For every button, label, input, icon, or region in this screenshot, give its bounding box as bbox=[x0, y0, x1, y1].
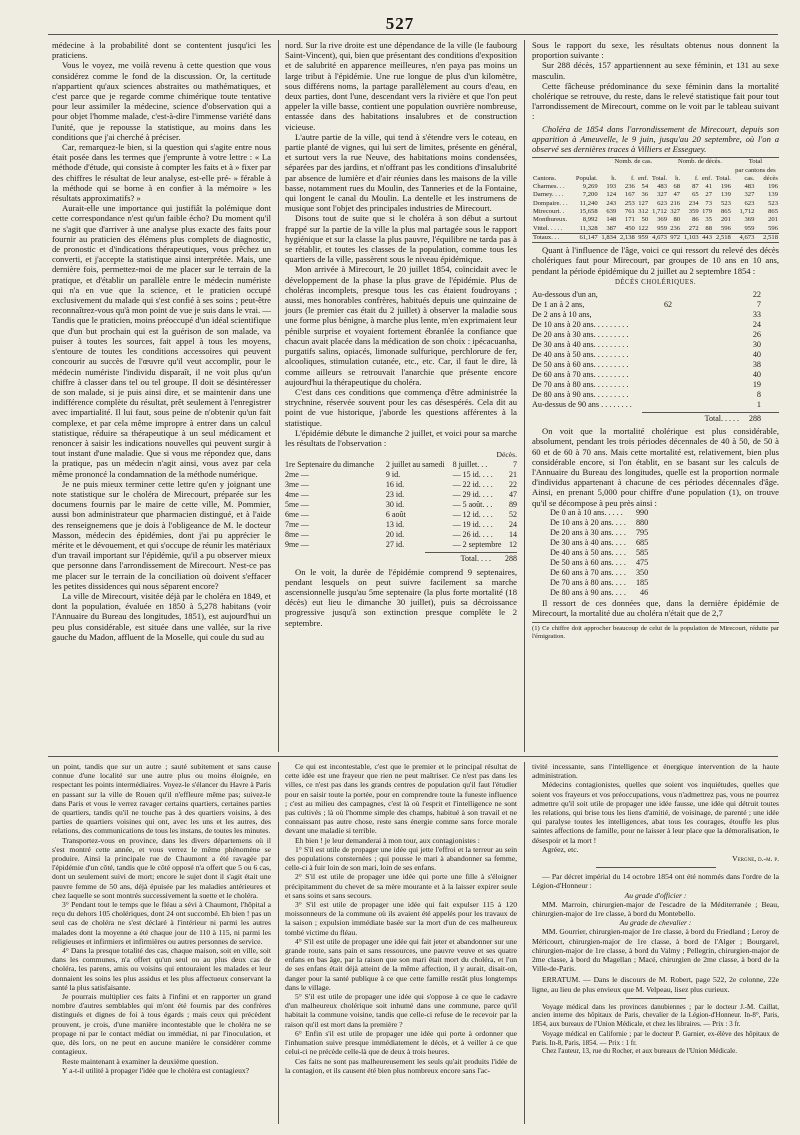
totals-subheader: par cantons des bbox=[735, 166, 776, 174]
age-range-cell: De 0 an à 10 ans. . . . . bbox=[550, 507, 623, 517]
column-rule bbox=[278, 40, 279, 752]
ages-table bbox=[532, 290, 779, 410]
age-range-cell: De 70 ans à 80 ans. . . . . . . . . bbox=[532, 380, 629, 390]
column-rule bbox=[524, 40, 525, 752]
table-row bbox=[285, 520, 517, 530]
table-cell: 15,658 bbox=[579, 208, 598, 216]
paragraph: Transportez-vous en province, dans les divers départemens où il s'est montré cette année, et vous verrez le même phénomène se produire. Ainsi la principale rue de Chaumont a été ravagée par l'épidémie d'un côté, tandis que le côté opposé n'a offert que 5 ou 6 cas, dont un seulement suivi de mort; encore le sujet dont il s'agit était une pauvre femme de 50 ans, déjà épuisée par les maladies antérieures et chez laquelle se sont montrés successivement la suette et le choléra. bbox=[52, 835, 271, 900]
week-cell: 9me — bbox=[285, 540, 309, 550]
table-cell: 61,147 bbox=[572, 233, 598, 242]
deaths-cell: 52 bbox=[509, 510, 517, 520]
from-cell: 16 id. bbox=[385, 480, 405, 490]
from-cell: 23 id. bbox=[385, 490, 405, 500]
paragraph: La ville de Mirecourt, visitée déjà par le choléra en 1849, et dont la population, évaluée en 1850 à 5,278 habitans (voir l'Annuaire du Bureau des longitudes, 1851), est aujourd'hui un peu plus considérable, est située dans une vallée, sur la rive gauche du Madon, affluent de la Moselle, qui coule du sud au bbox=[52, 590, 271, 642]
age-range-cell: De 60 ans à 70 ans. . . . . . . . . bbox=[532, 370, 629, 380]
population-cell: 795 bbox=[635, 527, 649, 537]
table-cell: 623 bbox=[657, 199, 667, 207]
table-cell: 127 bbox=[638, 199, 649, 207]
table-row bbox=[532, 216, 779, 224]
paragraph: Aurait-elle une importance qui justifiât la polémique dont cette correspondance n'est qu'un faible écho? Du moment qu'il ne s'agit que d'arriver à une analyse plus exacte des faits pour fournir au praticien des élémens plus complets de diagnostic, de pronostic et d'indications thérapeutiques, vous prêchez un converti, et j'accepte la statistique ainsi interprétée. Mais, une dernière fois, permettez-moi de me placer sur le terrain de la pratique, et d'établir un parallèle entre le médecin numériste qui n'a en vue que la science, et le praticien occupé exclusivement du malade qui s'est confié à ses soins ; peut-être reconnaîtrez-vous qu'à mon point de vue je suis dans le vrai. — Tandis que le praticien, moins préoccupé d'un idéal scientifique que d'un but prochain qui est la guérison de son malade, va puiser à toutes les sources, fait appel à tous les moyens, s'entoure de toutes les conditions accessoires qui peuvent concourir au succès de l'œuvre qu'il veut accomplir, pour le médecin numériste l'individu disparaît, il ne voit plus qu'un chiffre à classer dans tel ou tel groupe. Il doit se désintéresser de son malade, si je puis ainsi dire, et se maintenir dans une indifférence complète du résultat, prêt seulement à l'enregistrer avec impartialité. Il lui faut, sous peine de n'obtenir qu'un fait complexe, et par cela même impropre à entrer dans un calcul statistique, réduire sa thérapeutique à un seul médicament et renoncer à saisir les indications nouvelles qui peuvent surgir à tout instant d'une maladie. Que si vous me répondez que, dans la pratique, pas un médecin n'agit ainsi, vous avez par cela même prononcé la condamnation de la méthode numérique. bbox=[52, 203, 271, 479]
deaths-cell: 24 bbox=[509, 520, 517, 530]
ages-total-label: Total. . . . . bbox=[704, 414, 739, 424]
to-cell: 8 juillet. . . bbox=[452, 460, 488, 470]
column-2 bbox=[285, 40, 517, 628]
table-cell: Charmes. . . bbox=[533, 183, 565, 191]
week-cell: 5me — bbox=[285, 500, 309, 510]
table-cell: 327 bbox=[744, 191, 755, 199]
to-cell: — 29 id. . . . bbox=[452, 490, 493, 500]
epidemic-table bbox=[285, 460, 517, 550]
table-row bbox=[532, 360, 779, 370]
table-cell: 47 bbox=[673, 191, 681, 199]
table-row bbox=[532, 208, 779, 216]
paragraph: Sur 288 décès, 157 appartiennent au sexe féminin, et 131 au sexe masculin. bbox=[532, 60, 779, 81]
paragraph: médecine à la probabilité dont se contentent jusqu'ici les praticiens. bbox=[52, 40, 271, 61]
column-header: Cantons. bbox=[533, 174, 557, 182]
table-cell: 972 bbox=[668, 233, 681, 242]
week-cell: 8me — bbox=[285, 530, 309, 540]
deaths-cell: 14 bbox=[509, 530, 517, 540]
table-cell: Monthureux. bbox=[533, 216, 568, 224]
table-cell: 171 bbox=[624, 216, 635, 224]
age-range-cell: De 40 ans à 50 ans. . . . . . . . . bbox=[532, 350, 629, 360]
table-row bbox=[285, 470, 517, 480]
column-header: h. bbox=[611, 174, 617, 182]
paragraph: un point, tandis que sur un autre ; sauté subitement et sans cause connue d'une localité sur une autre plus ou moins éloignée, en respectant les points intermédiaires. Voyez-le s'élancer du Havre à Paris en passant sur la ville de Rouen qu'il n'effleure même pas; suivez-le dans Paris et vous le verrez ravager certains quartiers, certaines parties de quartiers, tandis qu'il ne touche pas à des quartiers voisins, à des parties de quartiers voisines qui ont, avec les uns et les autres, des relations, des communications de tous les instans, de toutes les minutes. bbox=[52, 762, 271, 836]
paragraph: L'autre partie de la ville, qui tend à s'étendre vers le coteau, en partie planté de vignes, qui lui sert de limites, présente en général, et surtout vers la rue Neuve, des habitations moins condensées, séparées par des jardins, et n'offrant pas les conditions d'insalubrité par absence de lumière et d'air réunies dans les maisons de la ville basse, notamment rues du Moulin, des Tanneries et de la Fontaine, qui longent le canal du Moulin. La dentelle et les instrumens de musique sont l'objet des principales industries de Mirecourt. bbox=[285, 131, 517, 214]
table-cell: Vittel. . . . . bbox=[533, 224, 563, 232]
table-row bbox=[532, 390, 779, 400]
table-row bbox=[532, 330, 779, 340]
table-row bbox=[550, 588, 666, 598]
age-range-cell: De 2 ans à 10 ans, bbox=[532, 310, 592, 320]
paragraph: 2° S'il est utile de propager une idée qui porte une fille à s'éloigner précipitamment du chevet de sa mère mourante et à la laisser expirer seule et sans soins et sans secours. bbox=[285, 872, 517, 900]
column-header: enf. bbox=[701, 174, 712, 182]
age-range-cell: De 80 ans à 90 ans. . . . bbox=[550, 587, 626, 597]
paragraph: Y a-t-il utilité à propager l'idée que le choléra est contagieux? bbox=[62, 1065, 250, 1075]
table-row bbox=[532, 183, 779, 191]
table-cell: 236 bbox=[670, 224, 681, 232]
week-cell: 6me — bbox=[285, 510, 309, 520]
table-row bbox=[532, 191, 779, 199]
table-row bbox=[285, 490, 517, 500]
table-cell: 236 bbox=[624, 183, 635, 191]
table-cell: 11,328 bbox=[579, 224, 598, 232]
week-cell: 1re Septenaire du dimanche bbox=[285, 460, 375, 470]
paragraph: Agréez, etc. bbox=[542, 844, 579, 854]
table-cell: 50 bbox=[641, 216, 649, 224]
deaths-cell: 89 bbox=[509, 500, 517, 510]
table-cell: 596 bbox=[768, 224, 778, 232]
table-cell: 253 bbox=[624, 199, 635, 207]
table-cell: 639 bbox=[606, 208, 617, 216]
epidemic-total-label: Total. . . . bbox=[460, 554, 491, 564]
age-range-cell: De 10 ans à 20 ans. . . . . . . . . bbox=[532, 320, 629, 330]
population-cell: 880 bbox=[635, 517, 649, 527]
table-row bbox=[532, 225, 779, 234]
deaths-cell: 12 bbox=[509, 540, 517, 550]
book-notice: Chez l'auteur, 13, rue du Rocher, et aux bureaux de l'Union Médicale. bbox=[542, 1046, 737, 1055]
book-notice: Voyage médical dans les provinces danubiennes ; par le docteur J.-M. Caillat, ancien interne des hôpitaux de Paris, chevalier de la Légion-d'Honneur. In-8°, Paris, 1854, aux bureaux de l'Union Médicale, et chez les libraires. — Prix : 3 fr. bbox=[532, 1002, 779, 1028]
column-rule bbox=[524, 762, 525, 1124]
from-cell: 30 id. bbox=[385, 500, 405, 510]
from-cell: 13 id. bbox=[385, 520, 405, 530]
table-row bbox=[532, 320, 779, 330]
age-deaths-cell: 8 bbox=[756, 390, 761, 400]
paragraph: C'est dans ces conditions que commença d'être administrée la strychnine, réservée souvent pour les cas désespérés. Cela dit au point de vue historique, j'aborde les questions afférentes à la statistique. bbox=[285, 386, 517, 428]
table-cell: 596 bbox=[720, 224, 731, 232]
column-header: enf. bbox=[638, 174, 649, 182]
age-range-cell: De 1 an à 2 ans, bbox=[532, 300, 585, 310]
table-cell: 359 bbox=[688, 208, 699, 216]
paragraph: On le voit, la durée de l'épidémie comprend 9 septenaires, pendant lesquels on peut suivre facilement sa marche ascensionnelle jusqu'au 5me septenaire (la plus forte mortalité (18 décès) eut lieu le dimanche 30 juillet), puis sa décroissance progressive jusqu'à son extinction presque complète le 2 septembre. bbox=[285, 566, 517, 628]
table-cell: 327 bbox=[657, 191, 667, 199]
week-cell: 4me — bbox=[285, 490, 309, 500]
column-header: f. bbox=[630, 174, 635, 182]
age-deaths-cell: 7 bbox=[756, 300, 761, 310]
age-deaths-cell: 40 bbox=[752, 370, 761, 380]
deaths-cell: 47 bbox=[509, 490, 517, 500]
table-cell: 80 bbox=[673, 216, 681, 224]
section-rule bbox=[48, 756, 778, 757]
signature: Vergne, d.-m. p. bbox=[732, 854, 779, 864]
table-cell: 216 bbox=[670, 199, 681, 207]
week-cell: 2me — bbox=[285, 470, 309, 480]
population-table bbox=[550, 508, 666, 598]
table-cell: 35 bbox=[705, 216, 712, 224]
table-cell: 369 bbox=[657, 216, 667, 224]
population-cell: 585 bbox=[635, 547, 649, 557]
table-cell: 243 bbox=[606, 199, 617, 207]
paragraph: Quant à l'influence de l'âge, voici ce qui ressort du relevé des décès cholériques faut pour Mirecourt, par groupes de 10 ans en 10 ans, pendant la période épidémique du 2 juillet au 2 septembre 1854 : bbox=[532, 245, 779, 276]
table-cell: 167 bbox=[624, 191, 635, 199]
age-range-cell: De 10 ans à 20 ans. . . . bbox=[550, 517, 626, 527]
table-row bbox=[532, 370, 779, 380]
paragraph: Disons tout de suite que si le choléra à son début a surtout frappé sur la partie de la ville la plus mal partagée sous le rapport hygiénique et sur la classe la plus pauvre, l'équilibre ne tarda pas à se rétablir, et toutes les classes de la population, comme tous les quartiers de la ville, passèrent sous le niveau épidémique. bbox=[285, 213, 517, 265]
paragraph: 3° Pendant tout le temps que le fléau a sévi à Chaumont, l'hôpital a reçu du dehors 105 cholériques, dont 24 ont succombé. Eh bien ! pas un seul cas de choléra ne s'est déclaré à l'intérieur ni parmi les autres malades dont la moyenne a été chaque jour de 110 à 115, ni parmi les religieuses et infirmiers et infirmières ou autres personnes de service. bbox=[52, 900, 271, 946]
table-cell: 11,240 bbox=[579, 199, 598, 207]
table-cell: 523 bbox=[720, 199, 731, 207]
table-row bbox=[285, 500, 517, 510]
table-cell: 88 bbox=[705, 224, 712, 232]
table-row bbox=[532, 300, 779, 310]
column-header: décès bbox=[763, 174, 778, 182]
paragraph: nord. Sur la rive droite est une dépendance de la ville (le faubourg Saint-Vincent), qui, bien que présentant des conditions d'exposition et de salubrité en apparence meilleures, n'en paya pas moins un large tribut à l'épidémie. Une rue longue de plus d'un kilomètre, sous différens noms, la partage parallèlement au cours d'eau, en deux parties, dont l'une, descendant vers la rivière et que l'on peut appeler la ville basse, contient une population ouvrière nombreuse, entassée dans des habitations insalubres et de construction vicieuse. bbox=[285, 40, 517, 132]
table-cell: 8,992 bbox=[582, 216, 598, 224]
age-deaths-cell: 24 bbox=[752, 320, 761, 330]
age-deaths-cell: 30 bbox=[752, 340, 761, 350]
total-row bbox=[532, 233, 779, 242]
age-range-cell: De 30 ans à 40 ans. . . . bbox=[550, 537, 626, 547]
officer-list: MM. Marroin, chirurgien-major de l'escadre de la Méditerranée ; Beau, chirurgien-major de 1re classe, à bord du Montebello. bbox=[532, 899, 779, 919]
table-cell: 865 bbox=[720, 208, 731, 216]
table-cell: 450 bbox=[624, 224, 635, 232]
table-cell: 1,834 bbox=[599, 233, 618, 242]
to-cell: — 19 id. . . . bbox=[452, 520, 493, 530]
table-row bbox=[532, 310, 779, 320]
age-range-cell: De 30 ans à 40 ans. . . . . . . . . bbox=[532, 340, 629, 350]
table-row bbox=[550, 558, 666, 568]
paragraph: Car, remarquez-le bien, si la question qui s'agite entre nous était posée dans les termes que j'emprunte à votre lettre : « La méthode d'étude, qui consiste à compter les faits et à » fixer par des chiffres le résultat de leur analyse, est-elle pré- » férable à la méthode qui se borne à en confier à la mémoire » les résultats approximatifs? » bbox=[52, 142, 271, 204]
table-cell: 36 bbox=[641, 191, 649, 199]
epidemic-total-value: 288 bbox=[505, 554, 517, 564]
population-cell: 350 bbox=[635, 567, 649, 577]
table-row bbox=[532, 380, 779, 390]
table-row bbox=[532, 400, 779, 410]
table-cell: 148 bbox=[606, 216, 617, 224]
table-row bbox=[550, 518, 666, 528]
paragraph: tivité incessante, sans l'intelligence et énergique intervention de la haute administration. bbox=[532, 762, 779, 781]
table-row bbox=[550, 528, 666, 538]
paragraph: 1° S'il est utile de propager une idée qui jette l'effroi et la terreur au sein des populations consternées ; qui pousse le mari à abandonner sa femme, celle-ci à fuir loin de son mari, loin de ses enfans. bbox=[285, 844, 517, 873]
table-cell: 1,712 bbox=[739, 208, 755, 216]
table-row bbox=[285, 460, 517, 470]
table-row bbox=[550, 578, 666, 588]
decree-intro: — Par décret impérial du 14 octobre 1854 ont été nommés dans l'ordre de la Légion-d'Honneur : bbox=[532, 872, 779, 891]
table-cell: 272 bbox=[688, 224, 699, 232]
table-cell: 196 bbox=[720, 183, 731, 191]
table-cell: 73 bbox=[705, 199, 712, 207]
table-cell: 2,518 bbox=[713, 233, 732, 242]
population-cell: 990 bbox=[635, 507, 649, 517]
erratum: ERRATUM. — Dans le discours de M. Robert, page 522, 2e colonne, 22e ligne, au lieu de plus envieux que M. Velpeau, lisez plus curieux. bbox=[532, 975, 779, 994]
table-cell: 4,673 bbox=[649, 233, 668, 242]
paragraph: On voit que la mortalité cholérique est plus considérable, absolument, pendant les trois périodes décennales de 40 à 50, de 50 à 60 et de 60 à 70 ans. Mais cette mortalité est, relativement, bien plus considérable encore, si l'on établit, en se basant sur les calculs de l'Annuaire du Bureau des longitudes, quelle est la proportion normale d'individus appartenant à chacune de ces périodes décennales d'âge. Ainsi, en prenant 5,000 pour chiffre d'une population (1), on trouve qu'il se décompose à peu près ainsi : bbox=[532, 426, 779, 508]
age-deaths-cell: 38 bbox=[752, 360, 761, 370]
age-range-cell: De 80 ans à 90 ans. . . . . . . . . bbox=[532, 390, 629, 400]
ages-total bbox=[642, 412, 779, 424]
footnote: (1) Ce chiffre doit approcher beaucoup de celui de la population de Mirecourt, réduite par l'émigration. bbox=[532, 622, 779, 641]
table-row bbox=[285, 480, 517, 490]
column-header: Total. bbox=[715, 174, 731, 182]
cases-group-header: Nomb. de cas. bbox=[614, 158, 653, 166]
column-header: f. bbox=[694, 174, 699, 182]
epidemic-total bbox=[425, 552, 517, 564]
book-notice: Voyage médical en Californie ; par le docteur P. Garnier, ex-élève des hôpitaux de Paris. In-8, Paris, 1854. — Prix : 1 fr. bbox=[532, 1030, 779, 1047]
table-cell: 9,269 bbox=[582, 183, 598, 191]
deaths-cell: 21 bbox=[509, 470, 517, 480]
column-3 bbox=[532, 40, 779, 641]
table-row bbox=[285, 510, 517, 520]
paragraph: Vous le voyez, me voilà revenu à cette question que vous considérez comme le fond de la discussion. Or, la certitude n'appartient qu'aux sciences abstraites ou mathématiques, et c'est parce que je regarde comme chimérique toute tentative pour leur assimiler la médecine, science d'observation qui a pour objet l'homme malade, c'est-à-dire l'immense variété dans l'unité, que je repousse la statistique, au moins dans les conditions que j'ai cherché à préciser. bbox=[52, 60, 271, 142]
table-row bbox=[550, 548, 666, 558]
from-cell: 9 id. bbox=[385, 470, 401, 480]
table-row bbox=[532, 290, 779, 300]
table-cell: 234 bbox=[688, 199, 699, 207]
table-cell: 196 bbox=[768, 183, 778, 191]
age-deaths-cell: 19 bbox=[752, 380, 761, 390]
age-range-cell: De 70 ans à 80 ans. . . . bbox=[550, 577, 626, 587]
paragraph: Médecins contagionistes, quelles que soient vos inquiétudes, quelles que soient vos frayeurs et vos préoccupations, vous n'admettrez pas, vous ne pourrez admettre qu'il soit utile de propager une idée fausse, une idée qui détruit toutes les relations, qui brise tous les liens d'amitié, de voisinage, de parenté ; une idée qui paralyse toutes les intelligences, abat tous les courages, étouffe les plus saintes affections de famille, pour ne laisser à leur place que la démoralisation, le désespoir et la mort ! bbox=[532, 780, 779, 845]
paragraph: Mon arrivée à Mirecourt, le 20 juillet 1854, coïncidait avec le développement de la phase la plus grave de l'épidémie. Plus de choléras incomplets, presque tous les cas étaient foudroyans ; aussi, mes honorables confrères, habitués depuis une quinzaine de jours (le premier cas était du 2 juillet) à observer la maladie sous une forme plus bénigne, à marche plus lente, m'en exprimaient leur pénible surprise et voyaient fortement ébranlée la confiance que chacun avait placée dans la médication de son choix : ipécacuanha, purgatifs salins, opiacés, limonade sulfurique, perchlorure de fer, alcooliques, stimulation cutanée, etc., etc. Car, il faut le dire, là comme ailleurs se retrouvait l'anarchie que présente encore aujourd'hui la thérapeutique du choléra. bbox=[285, 264, 517, 387]
table-cell: 761 bbox=[624, 208, 635, 216]
age-range-cell: De 50 ans à 60 ans. . . . . . . . . bbox=[532, 360, 629, 370]
week-cell: 7me — bbox=[285, 520, 309, 530]
table-cell: 124 bbox=[606, 191, 617, 199]
table-cell: 387 bbox=[606, 224, 617, 232]
paragraph: Je ne puis mieux terminer cette lettre qu'en y joignant une note statistique sur le choléra de Mirecourt, préparée sur les documens fournis par le maire de cette ville, M. Pommier, aussi bon administrateur que pharmacien distingué, et à l'aide des renseignemens que je dois à l'obligeance de M. le docteur Masson, médecin des épidémies, dont j'ai pu apprécier le mérite et le dévouement, et qui s'occupe de réunir les matériaux d'un travail important sur l'épidémie, qu'il a pu observer mieux que personne dans l'arrondissement de Mirecourt. N'est-ce pas me placer sur le terrain de la conciliation où doivent s'effacer les petites dissidences qui nous séparent encore? bbox=[52, 478, 271, 591]
table-cell: 959 bbox=[636, 233, 649, 242]
paragraph: 4° Dans la presque totalité des cas, chaque maison, soit en ville, soit dans les communes, n'a offert qu'un seul ou au plus deux cas de choléra, les parens, amis ou voisins qui entouraient les malades et leur donnaient les soins les plus assidus et les plus affectueux conservant la santé la plus satisfaisante. bbox=[52, 946, 271, 992]
table-cell: 122 bbox=[638, 224, 649, 232]
paragraph: L'épidémie débute le dimanche 2 juillet, et voici pour sa marche les résultats de l'observation : bbox=[285, 427, 517, 448]
table-cell: 4,673 bbox=[732, 233, 756, 242]
column-header: Populat. bbox=[575, 174, 598, 182]
to-cell: — 2 septembre bbox=[452, 540, 502, 550]
table-cell: 27 bbox=[705, 191, 712, 199]
population-cell: 46 bbox=[640, 587, 649, 597]
totals-group-header: Total bbox=[748, 158, 763, 166]
table-cell: 86 bbox=[692, 216, 699, 224]
age-range-cell: De 60 ans à 70 ans. . . . bbox=[550, 567, 626, 577]
paragraph: 4° S'il est utile de propager une idée qui fait jeter et abandonner sur une grande route, sans pain et sans ressources, une pauvre veuve et ses quatre enfans en bas âge, par la raison que son mari était mort du choléra, et l'un de ses enfans était déjà atteint de la même affection, il y aurait, disait-on, danger pour la santé publique à ce que cette famille restât plus longtemps dans le village. bbox=[285, 936, 517, 992]
population-cell: 475 bbox=[635, 557, 649, 567]
table-cell: 327 bbox=[670, 208, 681, 216]
paragraph: Sous le rapport du sexe, les résultats obtenus nous donnent la proportion suivante : bbox=[532, 40, 779, 61]
table-cell: 201 bbox=[768, 216, 778, 224]
paragraph: Reste maintenant à examiner la deuxième question. bbox=[62, 1056, 219, 1066]
table-row bbox=[550, 538, 666, 548]
table-cell: 1,103 bbox=[681, 233, 700, 242]
age-deaths-cell: 1 bbox=[756, 400, 761, 410]
to-cell: — 22 id. . . . bbox=[452, 480, 493, 490]
paragraph: Ces faits ne sont pas malheureusement les seuls qu'ait produits l'idée de la contagion, et ils causent été bien plus nombreux encore sans l'ac- bbox=[285, 1056, 517, 1075]
knight-heading: Au grade de chevalier : bbox=[619, 918, 692, 928]
paragraph: Eh bien ! je leur demanderai à mon tour, aux contagionistes : bbox=[295, 835, 480, 845]
table-cell: 483 bbox=[744, 183, 755, 191]
table-cell: 54 bbox=[641, 183, 649, 191]
header-rule bbox=[48, 34, 778, 35]
from-cell: 27 id. bbox=[385, 540, 405, 550]
paragraph: Il ressort de ces données que, dans la dernière épidémie de Mirecourt, la mortalité due au choléra n'était que de 2,7 bbox=[532, 597, 779, 619]
column-rule bbox=[278, 762, 279, 1124]
population-cell: 185 bbox=[635, 577, 649, 587]
deaths-cell: 22 bbox=[509, 480, 517, 490]
age-range-cell: De 20 ans à 30 ans. . . . bbox=[550, 527, 626, 537]
population-cell: 685 bbox=[635, 537, 649, 547]
lower-column-3 bbox=[532, 762, 779, 1055]
column-header: h. bbox=[675, 174, 681, 182]
table-row bbox=[532, 340, 779, 350]
knight-list: MM. Gourrier, chirurgien-major de 1re classe, à bord du Friedland ; Leroy de Méricourt, chirurgien-major de 1re classe, à bord de l'Alger ; Bourgarel, chirurgien-major de 1re classe, à bord du Valmy ; Pellegrin, chirurgien-major de 2me classe, à bord du Magellan ; Macé, chirurgien de 2me classe, à bord de la Ville-de-Paris. bbox=[532, 927, 779, 974]
to-cell: — 12 id. . . . bbox=[452, 510, 493, 520]
paragraph: 5° S'il est utile de propager une idée qui s'oppose à ce que le cadavre d'un malheureux cholérique soit inhumé dans une commune, parce qu'il habitait la commune voisine, tandis que celle-ci refuse de le recevoir par la raison qu'il est mort dans la première ? bbox=[285, 992, 517, 1029]
lower-column-2 bbox=[285, 762, 517, 1075]
to-cell: — 5 août. . . bbox=[452, 500, 493, 510]
table-row bbox=[285, 530, 517, 540]
age-range-cell: De 40 ans à 50 ans. . . . bbox=[550, 547, 626, 557]
table-cell: 2,138 bbox=[617, 233, 636, 242]
page-number: 527 bbox=[385, 14, 415, 33]
cantons-table bbox=[532, 157, 779, 243]
table-cell: 201 bbox=[720, 216, 731, 224]
deaths-cell: 7 bbox=[513, 460, 517, 470]
age-range-cell: De 50 ans à 60 ans. . . . bbox=[550, 557, 626, 567]
age-deaths-cell: 40 bbox=[752, 350, 761, 360]
table-cell: 312 bbox=[638, 208, 649, 216]
table-cell: 369 bbox=[744, 216, 755, 224]
table-cell: 68 bbox=[673, 183, 681, 191]
age-range-cell: Au-dessous d'un an, bbox=[532, 290, 598, 300]
column-1 bbox=[52, 40, 271, 642]
table-row bbox=[532, 200, 779, 208]
week-cell: 3me — bbox=[285, 480, 309, 490]
table-cell: 87 bbox=[692, 183, 699, 191]
divider bbox=[626, 998, 686, 999]
age-deaths-cell: 26 bbox=[752, 330, 761, 340]
table-cell: Darney. . . . bbox=[533, 191, 564, 199]
age-range-cell: De 20 ans à 30 ans. . . . . . . . . bbox=[532, 330, 629, 340]
table-cell: 483 bbox=[657, 183, 667, 191]
table-cell: 193 bbox=[606, 183, 617, 191]
table-cell: 179 bbox=[702, 208, 712, 216]
deaths-group-header: Nomb. de décès. bbox=[677, 158, 722, 166]
table-row bbox=[550, 508, 666, 518]
cantons-table-title: Choléra de 1854 dans l'arrondissement de Mirecourt, depuis son apparition à Ameuvelle, le 9 juin, jusqu'au 20 septembre, où l'on a observé ses dernières traces à Villiers et Esseguey. bbox=[532, 123, 779, 155]
table-row bbox=[532, 350, 779, 360]
table-cell: Totaux. . . bbox=[532, 233, 572, 242]
column-header: Total. bbox=[651, 174, 667, 182]
ages-block bbox=[532, 290, 779, 410]
table-cell: Dompaire. . . bbox=[533, 199, 568, 207]
table-cell: 65 bbox=[692, 191, 699, 199]
table-row bbox=[285, 540, 517, 550]
epidemic-table-header: Décès. bbox=[496, 450, 517, 460]
from-cell: 20 id. bbox=[385, 530, 405, 540]
table-cell: 139 bbox=[720, 191, 731, 199]
table-cell: 139 bbox=[768, 191, 778, 199]
table-cell: 865 bbox=[768, 208, 778, 216]
paragraph: 3° S'il est utile de propager une idée qui fait expulser 115 à 120 moissonneurs de la commune où ils avaient été appelés pour les travaux de la saison ; expulsion immédiate basée sur la mort d'un de ces malheureux tombé victime du fléau. bbox=[285, 900, 517, 937]
table-cell: 523 bbox=[768, 199, 778, 207]
table-cell: 1,712 bbox=[652, 208, 667, 216]
table-cell: 623 bbox=[744, 199, 755, 207]
table-cell: 959 bbox=[657, 224, 667, 232]
table-cell: Mirecourt. . bbox=[533, 208, 565, 216]
age-deaths-cell: 33 bbox=[752, 310, 761, 320]
to-cell: — 15 id. . . . bbox=[452, 470, 493, 480]
divider bbox=[596, 867, 716, 868]
from-cell: 2 juillet au samedi bbox=[385, 460, 445, 470]
table-cell: 41 bbox=[705, 183, 712, 191]
table-cell: 443 bbox=[700, 233, 713, 242]
column-header: cas. bbox=[744, 174, 755, 182]
paragraph: Ce qui est incontestable, c'est que le premier et le principal résultat de cette idée est une frayeur que rien ne peut maîtriser. Ce n'est pas dans les villes, ce n'est pas dans les grands centres de population qu'il faut l'étudier pour en saisir toute la portée, pour en comprendre toute la funeste influence ; c'est au milieu des campagnes, c'est là où l'esprit et l'intelligence ne sont pas cultivés ; là où l'homme simple des champs, habitué à son travail et ne connaissant pas autre chose, reste sans énergie comme sans force morale devant une maladie si terrible. bbox=[285, 762, 517, 836]
to-cell: — 26 id. . . . bbox=[452, 530, 493, 540]
officer-heading: Au grade d'officier : bbox=[624, 890, 687, 900]
table-cell: 959 bbox=[744, 224, 755, 232]
paragraph: Je pourrais multiplier ces faits à l'infini et en rapporter un grand nombre d'autres semblables qui m'ont été fournis par des confrères distingués et dignes de foi à tous égards ; mais ceux qui précèdent prouvent, je crois, d'une manière incontestable que le choléra ne se propage ni par le contact médiat ou immédiat, ni par l'inoculation, et que, dès lors, on ne peut en aucune manière le considérer comme contagieux. bbox=[52, 992, 271, 1057]
paragraph: Cette fâcheuse prédominance du sexe féminin dans la mortalité cholérique se retrouve, du reste, dans le relevé statistique fait pour tout l'arrondissement de Mirecourt, comme on le voit par le tableau suivant : bbox=[532, 80, 779, 122]
table-cell: 7,200 bbox=[582, 191, 598, 199]
table-cell: 2,518 bbox=[755, 233, 779, 242]
paragraph: 6° Enfin s'il est utile de propager une idée qui porte à ordonner que l'inhumation suive presque immédiatement le décès, et à veiller à ce que celui-ci ne précède celle-là que de deux à trois heures. bbox=[285, 1028, 517, 1057]
from-cell: 6 août bbox=[385, 510, 406, 520]
table-row bbox=[550, 568, 666, 578]
age-range-cell: Au-dessus de 90 ans . . . . . . . . bbox=[532, 400, 632, 410]
ages-table-title: DÉCÈS CHOLÉRIQUES. bbox=[614, 278, 697, 286]
ages-brace-total: 62 bbox=[664, 300, 672, 310]
age-deaths-cell: 22 bbox=[752, 290, 761, 300]
ages-total-value: 288 bbox=[749, 414, 761, 424]
lower-column-1 bbox=[52, 762, 271, 1075]
